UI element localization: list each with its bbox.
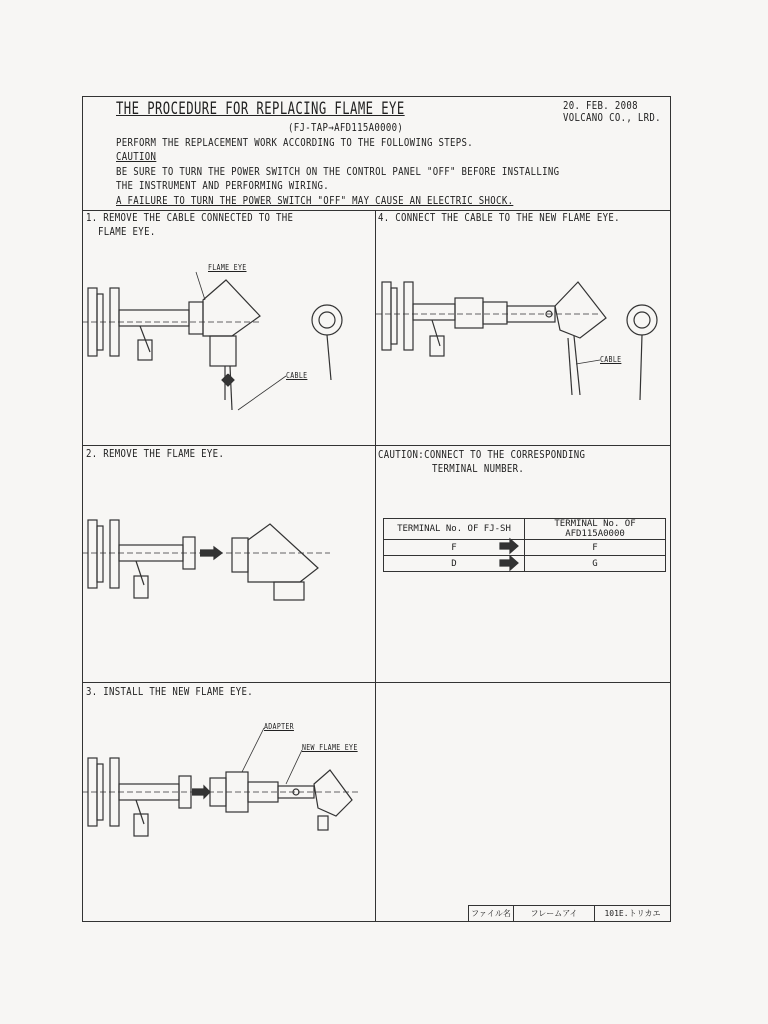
company-name: VOLCANO CO., LRD. — [563, 111, 661, 124]
label-flame-eye: FLAME EYE — [208, 263, 247, 272]
table-header-cell: TERMINAL No. OF FJ-SH — [384, 519, 525, 540]
step3-drawing — [82, 728, 360, 836]
caution-heading: CAUTION — [116, 150, 157, 163]
table-cell: G — [525, 556, 666, 572]
title-block-cell: 101E.トリカエ — [604, 909, 661, 918]
table-arrows — [500, 539, 518, 570]
caution2-line2: TERMINAL NUMBER. — [432, 462, 525, 475]
caution-line-3: A FAILURE TO TURN THE POWER SWITCH "OFF" MAY CAUSE AN ELECTRIC SHOCK. — [116, 194, 514, 207]
intro-text: PERFORM THE REPLACEMENT WORK ACCORDING TO THE FOLLOWING STEPS. — [116, 136, 474, 149]
label-adapter: ADAPTER — [264, 722, 294, 731]
step4-text: 4. CONNECT THE CABLE TO THE NEW FLAME EYE. — [378, 211, 620, 224]
step1-text-line1: 1. REMOVE THE CABLE CONNECTED TO THE — [86, 211, 294, 224]
step1-text-line2: FLAME EYE. — [98, 225, 156, 238]
page-title: THE PROCEDURE FOR REPLACING FLAME EYE — [116, 99, 405, 119]
step1-drawing — [82, 272, 342, 410]
label-cable-step1: CABLE — [286, 371, 308, 380]
model-code: (FJ-TAP→AFD115A0000) — [288, 121, 404, 134]
document-date: 20. FEB. 2008 — [563, 99, 638, 112]
step2-text: 2. REMOVE THE FLAME EYE. — [86, 447, 225, 460]
table-header-cell: TERMINAL No. OF AFD115A0000 — [525, 519, 666, 540]
caution-line-1: BE SURE TO TURN THE POWER SWITCH ON THE CONTROL PANEL "OFF" BEFORE INSTALLING — [116, 165, 560, 178]
label-new-flame-eye: NEW FLAME EYE — [302, 743, 358, 752]
table-cell: F — [525, 540, 666, 556]
step2-drawing — [82, 520, 330, 600]
step4-drawing — [376, 282, 657, 400]
title-block-cell: ファイル名 — [469, 906, 514, 921]
title-block-cell: フレームアイ — [514, 906, 595, 921]
caution2-line1: CAUTION:CONNECT TO THE CORRESPONDING — [378, 448, 586, 461]
step3-text: 3. INSTALL THE NEW FLAME EYE. — [86, 685, 253, 698]
caution-line-2: THE INSTRUMENT AND PERFORMING WIRING. — [116, 179, 330, 192]
table-cell: F — [384, 540, 525, 556]
label-cable-step4: CABLE — [600, 355, 622, 364]
table-cell: D — [384, 556, 525, 572]
